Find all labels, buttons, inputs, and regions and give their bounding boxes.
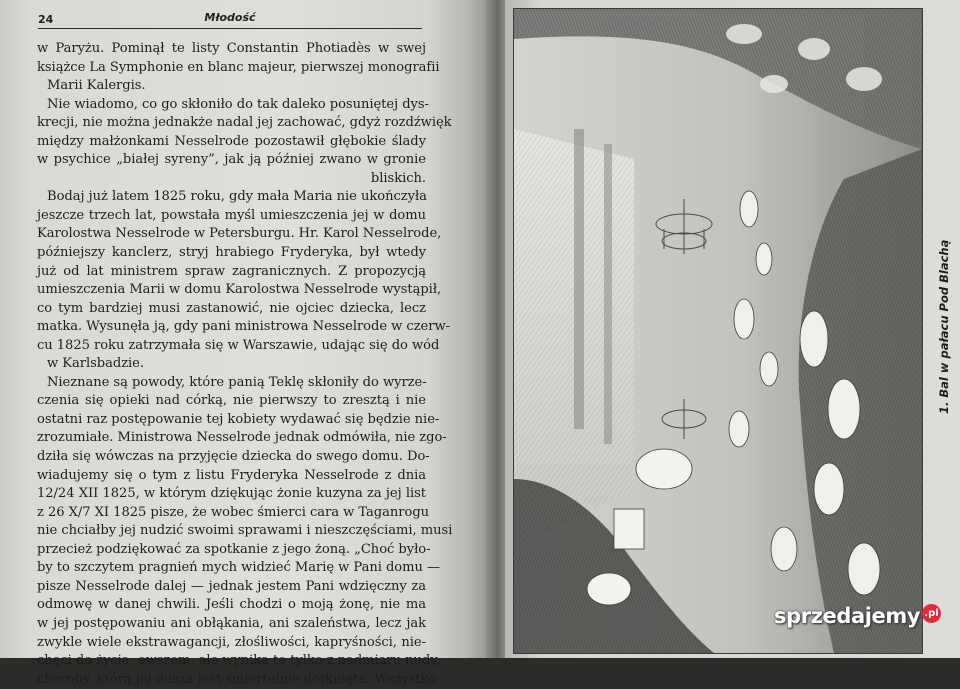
text-line: między małżonkami Nesselrode pozostawił głębokie ślady: [37, 133, 426, 149]
text-line: chęci do życia, owszem, ale wynika to tylko z nadmiaru nudy,: [37, 653, 440, 669]
text-line: Nieznane są powody, które panią Teklę skłoniły do wyrze-: [47, 374, 427, 390]
text-line: by to szczytem pragnień mych widzieć Marię w Pani domu —: [37, 560, 441, 576]
text-line: dziła się wówczas na przyjęcie dziecka do swego domu. Do-: [37, 449, 430, 465]
text-line: przecież podziękować za spotkanie z jego żoną. „Choć było-: [37, 541, 431, 557]
text-line: nie chciałby jej nudzić swoimi sprawami i nieszczęściami, musi: [37, 523, 453, 539]
text-line: w jej postępowaniu ani obłąkania, ani szaleństwa, lecz jak: [37, 615, 426, 631]
text-line: w Paryżu. Pominął te listy Constantin Photiadès w swej: [37, 41, 426, 56]
text-line: krecji, nie można jednakże nadal jej zachować, gdyż rozdźwięk: [37, 115, 452, 131]
text-line: zwykle wiele ekstrawagancji, złośliwości, kapryśności, nie-: [37, 634, 426, 650]
text-line: już od lat ministrem spraw zagranicznych. Z propozycją: [37, 263, 426, 279]
running-head: [38, 10, 422, 29]
running-title: Młodość: [204, 11, 256, 24]
text-line: zrozumiałe. Ministrowa Nesselrode jednak odmówiła, nie zgo-: [37, 430, 447, 446]
watermark-text: sprzedajemy: [774, 604, 921, 628]
ballroom-illustration: [513, 8, 923, 654]
text-line: w psychice „białej syreny”, jak ją później zwano w gronie: [37, 152, 426, 168]
text-line: 12/24 XII 1825, w którym dziękując żonie kuzyna za jej list: [37, 486, 426, 502]
ballroom-engraving: [514, 9, 922, 653]
text-line: bliskich.: [370, 170, 426, 186]
text-line: w Karlsbadzie.: [47, 356, 144, 372]
text-line: co tym bardziej musi zastanowić, nie ojciec dziecka, lecz: [37, 300, 426, 316]
text-line: umieszczenia Marii w domu Karolostwa Nesselrode wystąpił,: [37, 282, 442, 298]
page-number: 24: [38, 13, 54, 26]
text-line: ostatni raz postępowanie tej kobiety wydawać się będzie nie-: [37, 411, 440, 427]
text-line: późniejszy kanclerz, stryj hrabiego Fryderyka, był wtedy: [37, 245, 426, 261]
text-line: książce La Symphonie en blanc majeur, pierwszej monografii: [37, 59, 440, 75]
text-line: czenia się opieki nad córką, nie pierwszy to zresztą i nie: [37, 393, 426, 409]
text-line: Bodaj już latem 1825 roku, gdy mała Maria nie ukończyła: [47, 189, 427, 205]
plate-caption: [928, 239, 952, 414]
text-line: odmowę w danej chwili. Jeśli chodzi o moją żonę, nie ma: [37, 597, 426, 613]
text-line: z 26 X/7 XI 1825 pisze, że wobec śmierci cara w Taganrogu: [37, 504, 430, 520]
column: [574, 129, 584, 429]
text-line: cu 1825 roku zatrzymała się w Warszawie, udając się do wód: [37, 337, 440, 353]
plate-caption-text: 1. Bal w pałacu Pod Blachą: [937, 239, 951, 414]
text-line: wiadujemy się o tym z listu Fryderyka Nesselrode z dnia: [37, 467, 426, 483]
text-line: pisze Nesselrode dalej — jednak jestem Pani wdzięczny za: [37, 578, 426, 594]
text-line: matka. Wysunęła ją, gdy pani ministrowa Nesselrode w czerw-: [37, 319, 450, 335]
column: [604, 144, 612, 444]
body-text: [37, 40, 453, 689]
watermark-badge: .pl: [922, 604, 941, 623]
text-line: choroby, którą jej dusza jest śmiertelnie dotknięta. Wszystko: [37, 671, 437, 687]
text-line: Karolostwa Nesselrode w Petersburgu. Hr. Karol Nesselrode,: [37, 226, 442, 242]
text-line: Marii Kalergis.: [47, 78, 146, 94]
text-line: Nie wiadomo, co go skłoniło do tak daleko posuniętej dys-: [47, 96, 429, 112]
watermark-logo: [774, 602, 946, 636]
text-line: jeszcze trzech lat, powstała myśl umieszczenia jej w domu: [37, 207, 426, 223]
